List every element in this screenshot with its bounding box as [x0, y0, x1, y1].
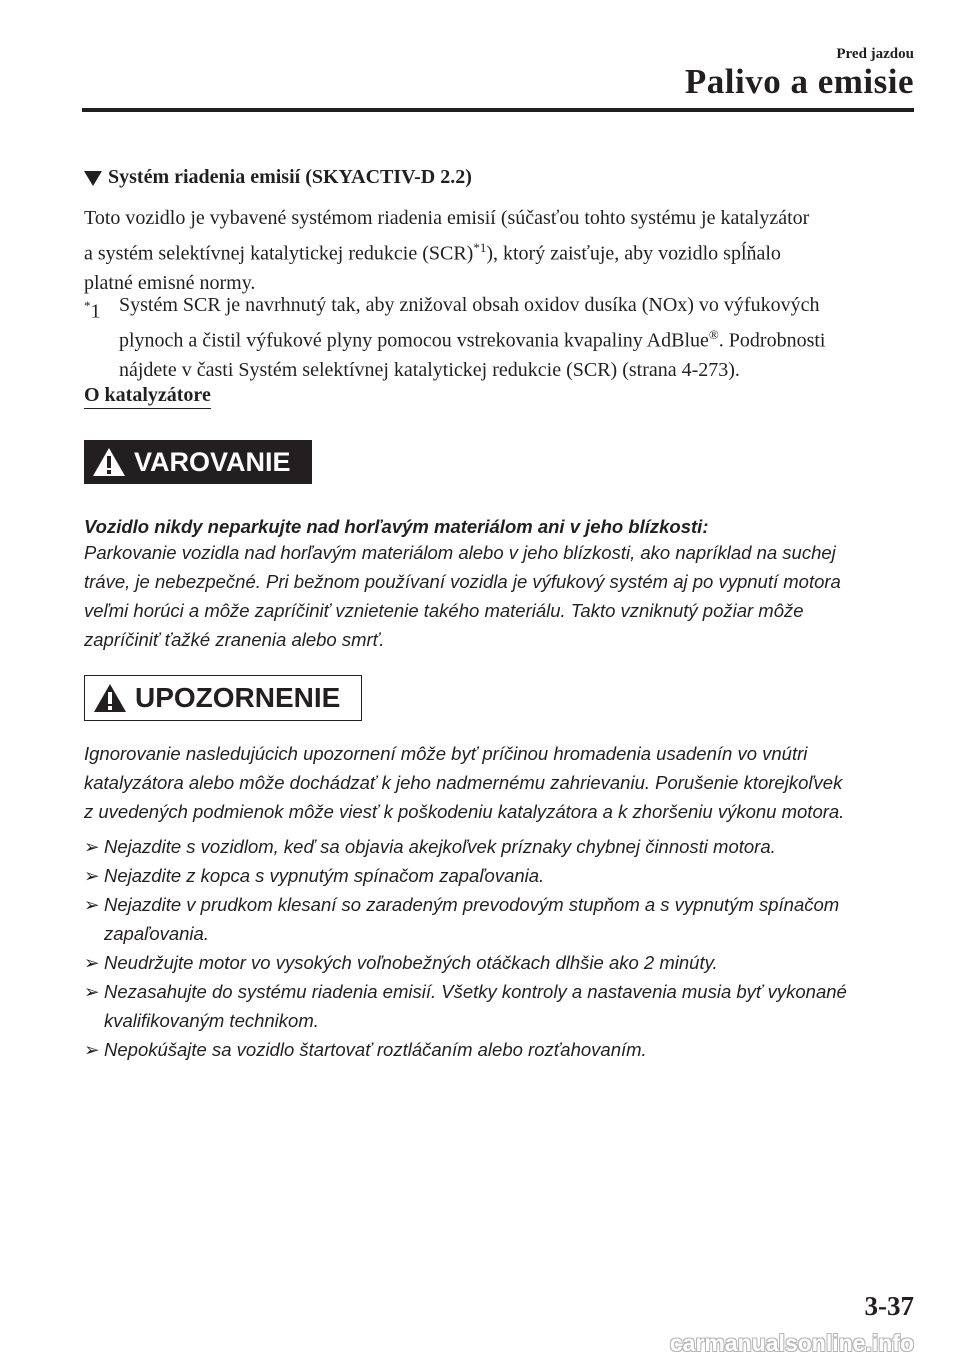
warning-title: Vozidlo nikdy neparkujte nad horľavým materiálom ani v jeho blízkosti:	[84, 516, 709, 537]
intro-text: a systém selektívnej katalytickej redukcie (SCR)	[84, 242, 474, 265]
section-heading	[84, 166, 472, 189]
list-item-line: Neudržujte motor vo vysokých voľnobežných otáčkach dlhšie ako 2 minúty.	[104, 952, 718, 973]
caution-line: katalyzátora alebo môže dochádzať k jeho nadmernému zahrievaniu. Porušenie ktorejkoľvek	[84, 772, 843, 793]
intro-paragraph	[84, 204, 924, 298]
list-item-line: Nejazdite z kopca s vypnutým spínačom zapaľovania.	[104, 865, 545, 886]
warning-badge	[84, 440, 312, 484]
caution-bullet-list	[84, 832, 924, 1064]
list-item	[84, 1035, 924, 1064]
running-header-section: Pred jazdou	[836, 46, 914, 62]
footnote	[84, 291, 914, 385]
list-item	[84, 890, 924, 948]
caution-badge-label: UPOZORNENIE	[135, 682, 341, 713]
section-heading-text: Systém riadenia emisií (SKYACTIV-D 2.2)	[108, 166, 472, 188]
page-number: 3-37	[864, 1291, 914, 1321]
list-item-line: Nepokúšajte sa vozidlo štartovať roztláčaním alebo rozťahovaním.	[104, 1039, 647, 1060]
arrow-bullet-icon: ➢	[84, 865, 100, 886]
list-item-line: zapaľovania.	[104, 923, 209, 944]
footnote-line: nájdete v časti Systém selektívnej katalytickej redukcie (SCR) (strana 4-273).	[119, 358, 740, 381]
subheading: O katalyzátore	[84, 384, 211, 409]
intro-line: platné emisné normy.	[84, 271, 256, 294]
caution-body	[84, 739, 924, 826]
warning-line: veľmi horúci a môže zapríčiniť vznietenie takého materiálu. Takto vzniknutý požiar môže	[84, 600, 804, 621]
list-item	[84, 948, 924, 977]
warning-line: tráve, je nebezpečné. Pri bežnom používaní vozidla je výfukový systém aj po vypnutí motora	[84, 571, 841, 592]
footnote-mark	[84, 291, 119, 385]
caution-line: z uvedených podmienok môže viesť k poškodeniu katalyzátora a k zhoršeniu výkonu motora.	[84, 801, 845, 822]
list-item-line: Nezasahujte do systému riadenia emisií. Všetky kontroly a nastavenia musia byť vykonané	[104, 981, 847, 1002]
triangle-bullet-icon	[84, 171, 102, 186]
footnote-number: 1	[90, 300, 101, 323]
warning-triangle-icon	[92, 447, 126, 477]
intro-text: ), ktorý zaisťuje, aby vozidlo spĺňalo	[486, 242, 781, 265]
footnote-ref: *1	[473, 240, 487, 255]
footnote-line: Systém SCR je navrhnutý tak, aby znižoval obsah oxidov dusíka (NOx) vo výfukových	[119, 294, 820, 316]
list-item	[84, 861, 924, 890]
caution-line: Ignorovanie nasledujúcich upozornení môže byť príčinou hromadenia usadenín vo vnútri	[84, 743, 808, 764]
running-header-title: Palivo a emisie	[684, 62, 914, 101]
warning-line: Parkovanie vozidla nad horľavým materiálom alebo v jeho blízkosti, ako napríklad na suchej	[84, 542, 836, 563]
caution-triangle-icon	[93, 683, 127, 713]
list-item-line: kvalifikovaným technikom.	[104, 1010, 319, 1031]
footnote-asterisk: *	[84, 298, 91, 313]
watermark: carmanualsonline.info	[669, 1330, 914, 1356]
warning-line: zapríčiniť ťažké zranenia alebo smrť.	[84, 629, 385, 650]
footnote-text: plynoch a čistil výfukové plyny pomocou vstrekovania kvapaliny AdBlue	[119, 329, 709, 352]
arrow-bullet-icon: ➢	[84, 981, 100, 1002]
list-item-line: Nejazdite v prudkom klesaní so zaradeným prevodovým stupňom a s vypnutým spínačom	[104, 894, 840, 915]
warning-body	[84, 538, 924, 654]
list-item-line: Nejazdite s vozidlom, keď sa objavia akejkoľvek príznaky chybnej činnosti motora.	[104, 836, 776, 857]
header-rule	[82, 108, 914, 112]
warning-badge-label: VAROVANIE	[134, 446, 291, 477]
intro-line	[84, 233, 924, 269]
arrow-bullet-icon: ➢	[84, 836, 100, 857]
footnote-text: . Podrobnosti	[718, 329, 826, 352]
footnote-line	[119, 320, 914, 356]
caution-badge	[84, 675, 362, 721]
list-item	[84, 832, 924, 861]
arrow-bullet-icon: ➢	[84, 952, 100, 973]
intro-line: Toto vozidlo je vybavené systémom riadenia emisií (súčasťou tohto systému je katalyzátor	[84, 207, 810, 229]
arrow-bullet-icon: ➢	[84, 1039, 100, 1060]
list-item	[84, 977, 924, 1035]
registered-mark: ®	[708, 327, 719, 342]
arrow-bullet-icon: ➢	[84, 894, 100, 915]
